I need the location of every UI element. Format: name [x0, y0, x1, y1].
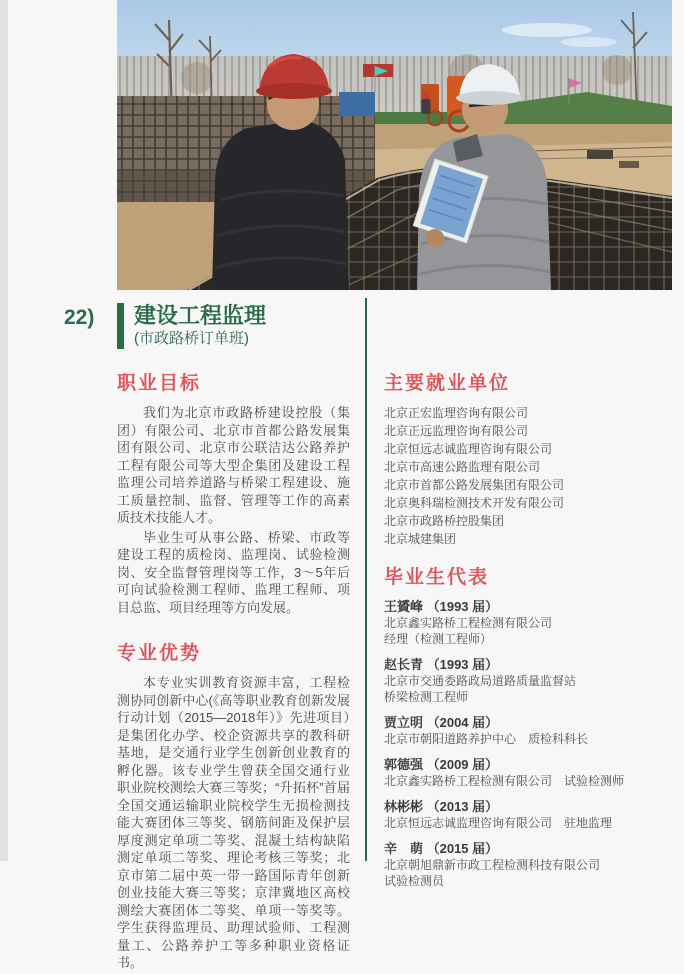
- graduate-name: 赵长青 （1993 届）: [384, 657, 499, 672]
- career-goal-heading: 职业目标: [117, 373, 202, 394]
- graduate-entry: [384, 598, 666, 647]
- employer-item: 北京正远监理咨询有限公司: [384, 424, 529, 438]
- employer-item: 北京市首都公路发展集团有限公司: [384, 478, 565, 492]
- graduate-detail: 经理（检测工程师）: [384, 632, 493, 646]
- title-accent-bar: [117, 303, 124, 349]
- graduate-name: 林彬彬 （2013 届）: [384, 799, 499, 814]
- employer-item: 北京恒远志诚监理咨询有限公司: [384, 442, 553, 456]
- employer-list: [384, 404, 666, 548]
- career-goal-paragraph: 我们为北京市政路桥建设控股（集团）有限公司、北京市首都公路发展集团有限公司、北京市公联洁达公路养护工程有限公司等大型企集团及建设工程监理公司培养道路与桥梁工程建设、施工质量控制、监督、管理等工作的高素质技术技能人才。: [117, 405, 350, 525]
- page-title: 建设工程监理: [134, 303, 267, 328]
- graduate-detail: 北京鑫实路桥工程检测有限公司 试验检测师: [384, 774, 625, 788]
- title-block: [117, 303, 266, 349]
- advantage-paragraph: 本专业实训教育资源丰富，工程检测协同创新中心(《高等职业教育创新发展行动计划（2015—2018年）》先进项目）是集团化办学、校企资源共享的教科研基地，是交通行业学生创新创业教育的孵化器。该专业学生曾获全国交通行业职业院校测绘大赛三等奖；“升拓杯”首届全国交通运输职业院校学生无损检测技能大赛团体三等奖、钢筋间距及保护层厚度测定单项二等奖、混凝土结构缺陷测定单项二等奖、理论考核三等奖；北京市第二届中英一带一路国际青年创新创业技能大赛三等奖；京津冀地区高校测绘大赛团体二等奖、单项一等奖等。学生获得监理员、助理试验师、工程测量工、公路养护工等多种职业资格证书。: [117, 675, 350, 970]
- graduate-name: 王贇峰 （1993 届）: [384, 599, 499, 614]
- left-column: [117, 368, 350, 974]
- graduate-entry: [384, 656, 666, 705]
- career-goal-paragraph: 毕业生可从事公路、桥梁、市政等建设工程的质检岗、监理岗、试验检测岗、安全监督管理岗等工作，3～5年后可向试验检测工程师、监理工程师、项目总监、项目经理等方向发展。: [117, 529, 350, 615]
- graduate-detail: 北京鑫实路桥工程检测有限公司: [384, 616, 553, 630]
- entry-number: 22): [64, 306, 95, 329]
- column-divider: [365, 298, 367, 861]
- graduate-detail: 北京朝旭鼎新市政工程检测科技有限公司: [384, 858, 601, 872]
- graduate-name: 贾立明 （2004 届）: [384, 715, 499, 730]
- graduate-detail: 北京市朝阳道路养护中心 质检科科长: [384, 732, 589, 746]
- employer-item: 北京奥科瑞检测技术开发有限公司: [384, 496, 565, 510]
- graduate-name: 辛 萌 （2015 届）: [384, 841, 499, 856]
- graduate-entry: [384, 756, 666, 789]
- graduate-entry: [384, 840, 666, 889]
- page-left-margin-strip: [0, 0, 8, 861]
- construction-photo: [117, 0, 672, 290]
- blue-container: [339, 92, 375, 116]
- graduate-entry: [384, 714, 666, 747]
- graduate-entry: [384, 798, 666, 831]
- graduate-detail: 北京恒远志诚监理咨询有限公司 驻地监理: [384, 816, 613, 830]
- graduate-name: 郭德强 （2009 届）: [384, 757, 499, 772]
- employer-item: 北京市政路桥控股集团: [384, 514, 505, 528]
- page-subtitle: (市政路桥订单班): [134, 330, 249, 348]
- graduate-detail: 试验检测员: [384, 874, 445, 888]
- employer-item: 北京市高速公路监理有限公司: [384, 460, 541, 474]
- graduate-detail: 桥梁检测工程师: [384, 690, 469, 704]
- advantage-heading: 专业优势: [117, 643, 202, 664]
- employer-item: 北京正宏监理咨询有限公司: [384, 406, 529, 420]
- employers-heading: 主要就业单位: [384, 373, 511, 394]
- graduate-detail: 北京市交通委路政局道路质量监督站: [384, 674, 577, 688]
- distant-worker: [422, 93, 431, 115]
- graduates-heading: 毕业生代表: [384, 567, 490, 588]
- construction-photo-art: [117, 0, 672, 290]
- graduate-list: [384, 598, 666, 889]
- employer-item: 北京城建集团: [384, 532, 457, 546]
- right-column: [384, 368, 666, 898]
